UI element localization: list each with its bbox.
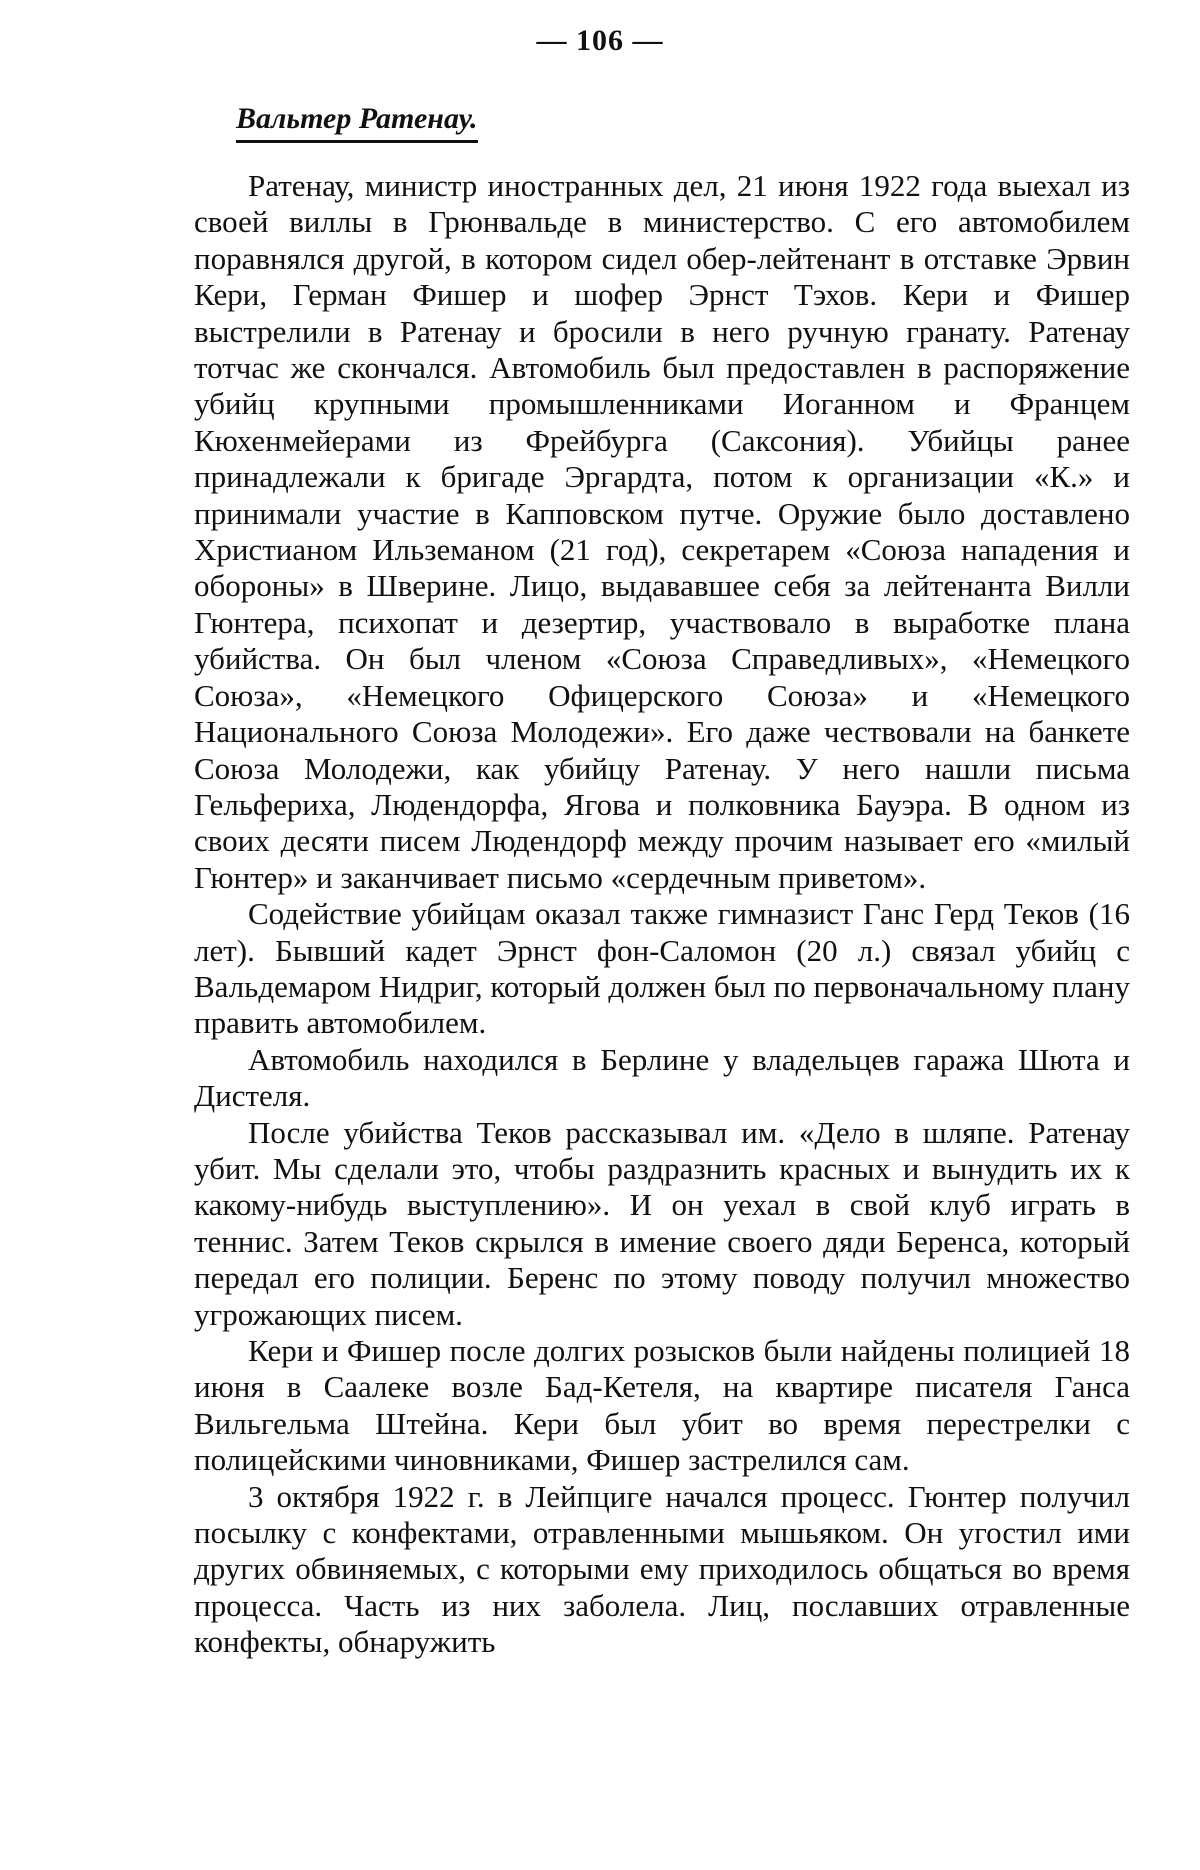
paragraph-trial: 3 октября 1922 г. в Лейпциге начался процесс. Гюнтер получил посылку с конфектами, отравленными мышьяком. Он угостил ими других обвиняемых, с которыми ему приходилось общаться во время процесса. Часть из них заболела. Лиц, пославших отравленные конфекты, обнаружить: [194, 1478, 1130, 1660]
page-number: — 106 —: [536, 24, 664, 57]
body-text: [194, 168, 1130, 1661]
paragraph-garage: Автомобиль находился в Берлине у владельцев гаража Шюта и Дистеля.: [194, 1041, 1130, 1114]
paragraph-after-murder: После убийства Теков рассказывал им. «Дело в шляпе. Ратенау убит. Мы сделали это, чтобы раздразнить красных и вынудить их к какому-нибудь выступлению». И он уехал в свой клуб играть в теннис. Затем Теков скрылся в имение своего дяди Беренса, который передал его полиции. Беренс по этому поводу получил множество угрожающих писем.: [194, 1114, 1130, 1332]
paragraph-ratenau-murder: Ратенау, министр иностранных дел, 21 июня 1922 года выехал из своей виллы в Грюнвальде в министерство. С его автомобилем поравнялся другой, в котором сидел обер-лейтенант в отставке Эрвин Кери, Герман Фишер и шофер Эрнст Тэхов. Кери и Фишер выстрелили в Ратенау и бросили в него ручную гранату. Ратенау тотчас же скончался. Автомобиль был предоставлен в распоряжение убийц крупными промышленниками Иоганном и Францем Кюхенмейерами из Фрейбурга (Саксония). Убийцы ранее принадлежали к бригаде Эргардта, потом к организации «К.» и принимали участие в Капповском путче. Оружие было доставлено Христианом Ильземаном (21 год), секретарем «Союза нападения и обороны» в Шверине. Лицо, выдававшее себя за лейтенанта Вилли Гюнтера, психопат и дезертир, участвовало в выработке плана убийства. Он был членом «Союза Справедливых», «Немецкого Союза», «Немецкого Офицерского Союза» и «Немецкого Национального Союза Молодежи». Его даже чествовали на банкете Союза Молодежи, как убийцу Ратенау. У него нашли письма Гельфериха, Людендорфа, Ягова и полковника Бауэра. В одном из своих десяти писем Людендорф между прочим называет его «милый Гюнтер» и заканчивает письмо «сердечным приветом».: [194, 168, 1130, 895]
paragraph-kern-fischer: Кери и Фишер после долгих розысков были найдены полицией 18 июня в Саалеке возле Бад-Кетеля, на квартире писателя Ганса Вильгельма Штейна. Кери был убит во время перестрелки с полицейскими чиновниками, Фишер застрелился сам.: [194, 1333, 1130, 1478]
section-heading: Вальтер Ратенау.: [236, 102, 478, 143]
paragraph-accomplices: Содействие убийцам оказал также гимназист Ганс Герд Теков (16 лет). Бывший кадет Эрнст фон-Саломон (20 л.) связал убийц с Вальдемаром Нидриг, который должен был по первоначальному плану править автомобилем.: [194, 896, 1130, 1041]
